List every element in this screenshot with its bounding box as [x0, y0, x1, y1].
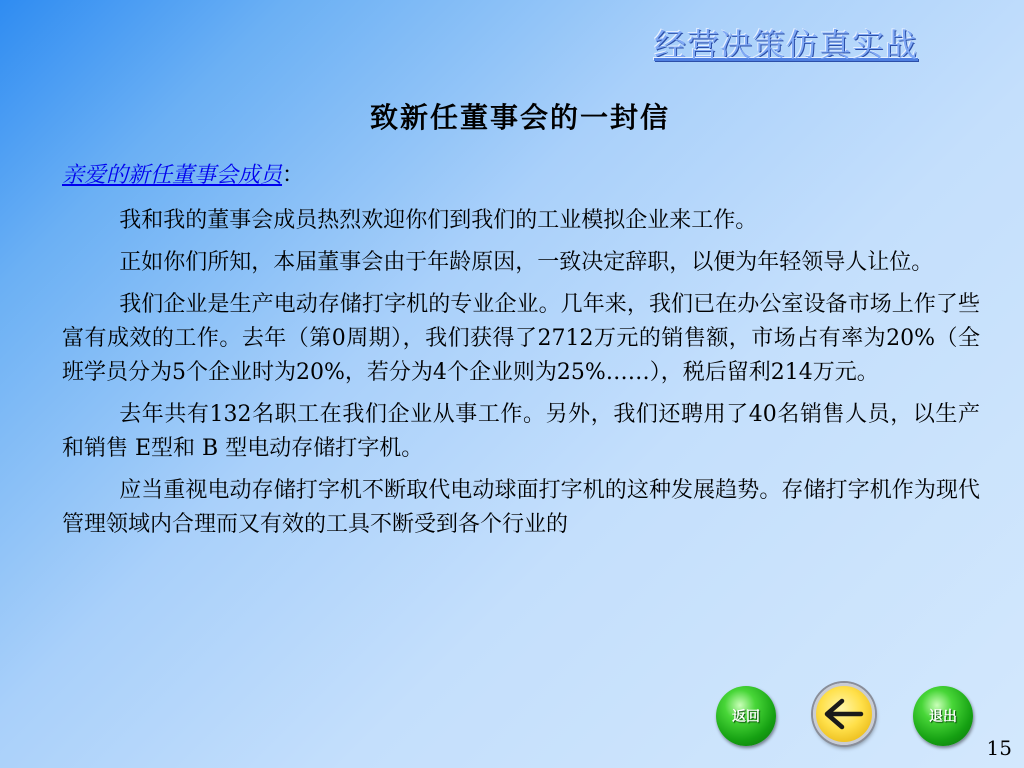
salutation-link[interactable]: 亲爱的新任董事会成员	[62, 163, 283, 188]
exit-button[interactable]	[913, 686, 973, 746]
left-arrow-icon	[824, 697, 864, 731]
letter-paragraph: 我和我的董事会成员热烈欢迎你们到我们的工业模拟企业来工作。	[119, 208, 758, 233]
salutation-colon: ：	[282, 163, 305, 188]
return-button[interactable]	[716, 686, 776, 746]
back-button[interactable]	[813, 683, 875, 745]
letter-body	[62, 204, 980, 550]
letter-paragraph: 应当重视电动存储打字机不断取代电动球面打字机的这种发展趋势。存储打字机作为现代管理领域内合理而又有效的工具不断受到各个行业的	[62, 478, 980, 537]
letter-paragraph: 我们企业是生产电动存储打字机的专业企业。几年来，我们已在办公室设备市场上作了些富有成效的工作。去年（第0周期），我们获得了2712万元的销售额，市场占有率为20%（全班学员分为5个企业时为20%，若分为4个企业则为25%……），税后留利214万元。	[62, 292, 980, 385]
letter-title: 致新任董事会的一封信	[369, 101, 670, 134]
letter-paragraph: 去年共有132名职工在我们企业从事工作。另外，我们还聘用了40名销售人员，以生产和销售 E型和 B 型电动存储打字机。	[62, 402, 980, 461]
return-button-label: 返回	[732, 709, 760, 725]
salutation	[62, 158, 304, 189]
page-number: 15	[986, 736, 1012, 760]
letter-paragraph: 正如你们所知，本届董事会由于年龄原因，一致决定辞职，以便为年轻领导人让位。	[119, 250, 934, 275]
exit-button-label: 退出	[929, 709, 957, 725]
presentation-header-title: 经营决策仿真实战	[653, 26, 918, 64]
